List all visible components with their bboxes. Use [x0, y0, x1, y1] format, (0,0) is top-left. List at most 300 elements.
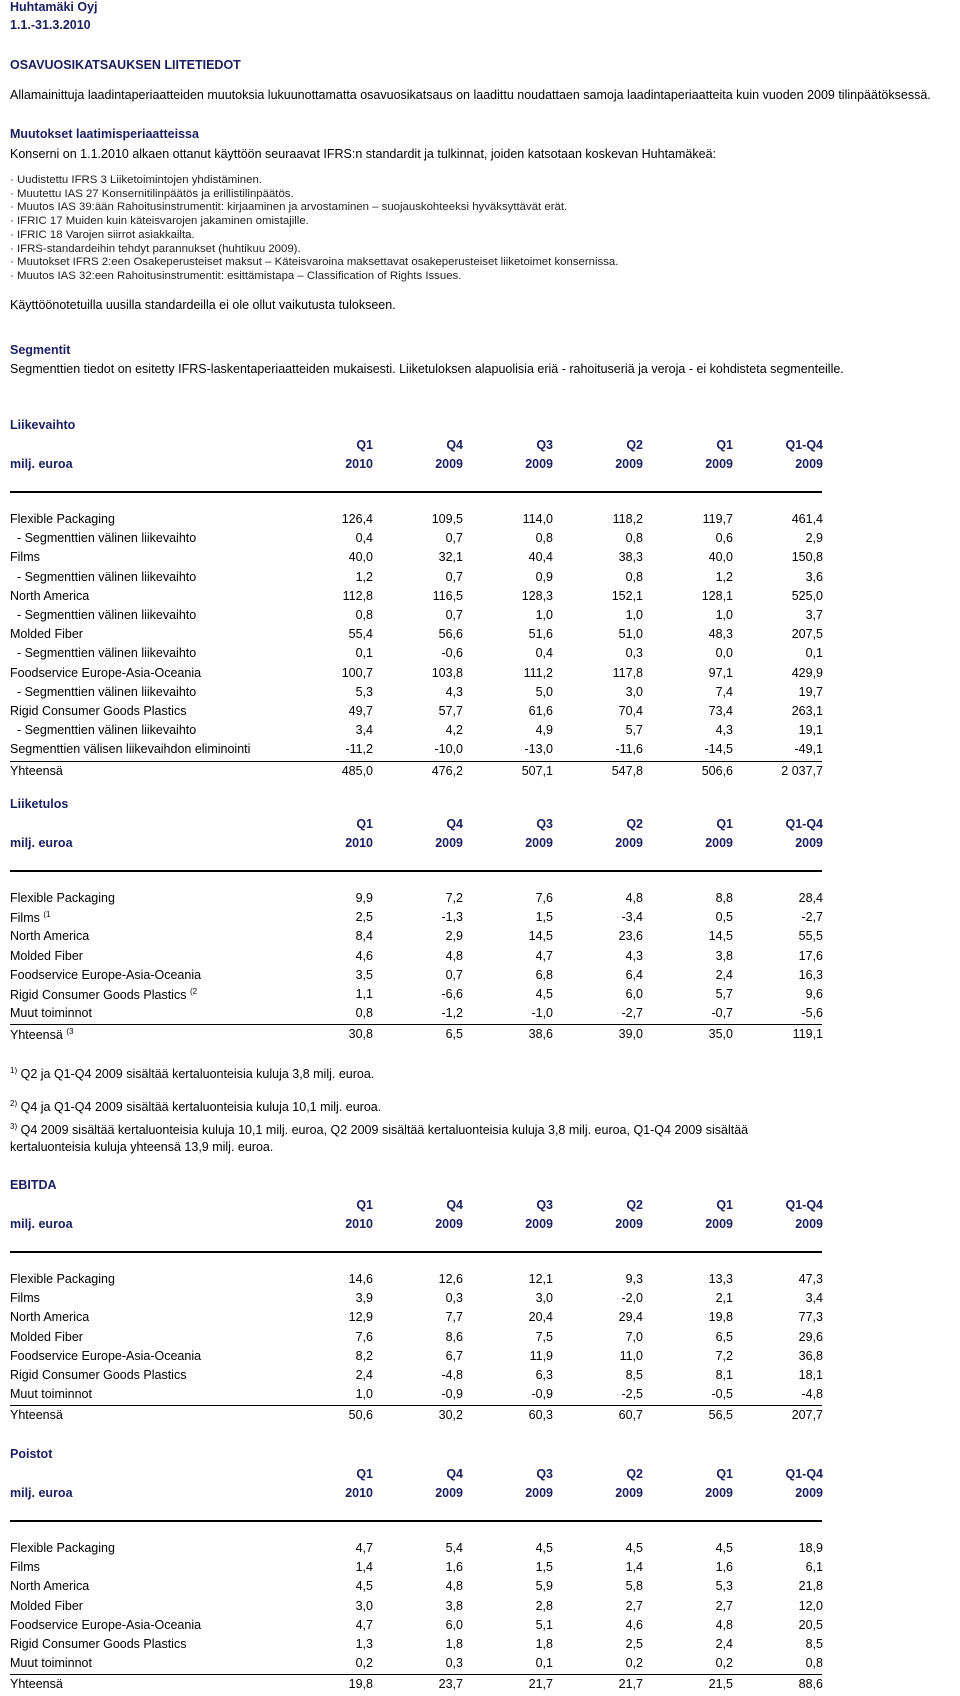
cell-value: 97,1 [708, 665, 733, 680]
row-label: Muut toiminnot [10, 1656, 92, 1671]
total-row [10, 763, 823, 783]
footnote-mark: (2 [189, 987, 198, 996]
cell-value: 16,3 [798, 967, 823, 982]
column-header: 2009 [795, 836, 823, 850]
table-row [10, 1637, 823, 1656]
change-item: · Muutos IAS 39:ään Rahoitusinstrumentit: kirjaaminen ja arvostaminen – suojauskohteeksi hyväksyttävät erät. [10, 201, 568, 214]
cell-value: 111,2 [523, 665, 553, 680]
cell-value: 112,8 [342, 588, 373, 603]
cell-value: 1,0 [355, 1387, 373, 1402]
cell-value: 1,2 [355, 569, 373, 584]
column-header: Q1 [716, 1198, 733, 1212]
cell-value: 2,4 [715, 1637, 733, 1651]
cell-value: 4,7 [535, 948, 553, 963]
cell-value: -2,7 [801, 910, 823, 925]
cell-value: 0,9 [535, 569, 553, 584]
table-row [10, 967, 823, 987]
column-header: Q1 [356, 1198, 373, 1212]
cell-value: 40,4 [528, 550, 553, 565]
table-row [10, 1291, 823, 1310]
cell-value: 60,7 [618, 1408, 643, 1423]
cell-value: 547,8 [611, 763, 643, 778]
row-label: - Segmenttien välinen liikevaihto [10, 569, 197, 584]
cell-value: 23,7 [438, 1677, 463, 1692]
column-header: Q4 [446, 1198, 463, 1212]
column-header: Q2 [626, 817, 643, 831]
cell-value: 4,3 [445, 684, 463, 699]
cell-value: 207,5 [791, 627, 823, 642]
cell-value: 4,9 [535, 723, 553, 738]
cell-value: -10,0 [434, 742, 463, 757]
column-header: Q1 [716, 438, 733, 452]
row-label: Flexible Packaging [10, 512, 115, 526]
column-header: 2010 [345, 836, 373, 850]
changes-conclusion: Käyttöönotetuilla uusilla standardeilla ei ole ollut vaikutusta tulokseen. [10, 298, 396, 312]
cell-value: -0,9 [531, 1387, 553, 1402]
cell-value: 119,7 [702, 512, 733, 526]
row-label: - Segmenttien välinen liikevaihto [10, 608, 197, 622]
column-header: 2009 [525, 457, 553, 471]
cell-value: 56,6 [438, 627, 463, 642]
changes-text: Konserni on 1.1.2010 alkaen ottanut käyttöön seuraavat IFRS:n standardit ja tulkinnat, joiden katsotaan koskevan Huhtamäkeä: [10, 147, 716, 161]
cell-value: 11,0 [619, 1348, 643, 1363]
cell-value: 0,8 [355, 608, 373, 622]
cell-value: 1,5 [535, 910, 553, 925]
row-label: Rigid Consumer Goods Plastics $^{(2}$ [10, 987, 198, 1002]
cell-value: 51,6 [528, 627, 553, 642]
cell-value: 30,8 [348, 1027, 373, 1042]
cell-value: 5,4 [445, 1541, 463, 1555]
cell-value: 263,1 [791, 704, 823, 718]
cell-value: 100,7 [341, 665, 373, 680]
cell-value: 0,2 [715, 1656, 733, 1671]
change-item: · Muutettu IAS 27 Konsernitilinpäätös ja erillistilinpäätös. [10, 187, 294, 200]
cell-value: 4,3 [625, 948, 643, 963]
cell-value: 1,1 [355, 987, 373, 1001]
cell-value: 35,0 [708, 1027, 733, 1042]
cell-value: 0,3 [625, 646, 643, 661]
footnote [10, 1066, 374, 1081]
header-row-years [10, 457, 823, 476]
cell-value: 1,8 [445, 1637, 463, 1651]
cell-value: 3,4 [805, 1291, 823, 1306]
cell-value: -13,0 [524, 742, 553, 757]
cell-value: 1,6 [445, 1560, 463, 1575]
cell-value: 57,7 [438, 704, 463, 718]
cell-value: 6,4 [625, 967, 643, 982]
cell-value: 3,5 [355, 967, 373, 982]
cell-value: 4,8 [445, 1579, 463, 1594]
row-label: Foodservice Europe-Asia-Oceania [10, 967, 202, 982]
column-header: Q2 [626, 1198, 643, 1212]
row-label: North America [10, 929, 90, 944]
cell-value: 5,8 [625, 1579, 643, 1594]
cell-value: 128,1 [701, 588, 733, 603]
cell-value: -4,8 [801, 1387, 823, 1402]
column-header: 2009 [705, 1486, 733, 1500]
column-header: Q1 [356, 817, 373, 831]
cell-value: 4,6 [625, 1617, 643, 1632]
table-row [10, 1006, 823, 1025]
cell-value: 0,7 [445, 608, 463, 622]
column-header: 2009 [435, 1486, 463, 1500]
cell-value: 109,5 [431, 512, 463, 526]
cell-value: 1,8 [535, 1637, 553, 1651]
column-header: Q1 [716, 817, 733, 831]
cell-value: 21,8 [798, 1579, 823, 1594]
row-label: Foodservice Europe-Asia-Oceania [10, 665, 202, 680]
column-header: 2009 [615, 1486, 643, 1500]
unit-label: milj. euroa [10, 836, 73, 850]
cell-value: 0,7 [445, 569, 463, 584]
change-item: · IFRIC 18 Varojen siirrot asiakkailta. [10, 228, 195, 241]
cell-value: 19,8 [348, 1677, 373, 1692]
row-label: Foodservice Europe-Asia-Oceania [10, 1348, 202, 1363]
cell-value: -6,6 [441, 987, 463, 1001]
cell-value: 116,5 [432, 588, 463, 603]
cell-value: 4,5 [535, 987, 553, 1001]
cell-value: 7,0 [625, 1329, 643, 1344]
cell-value: 48,3 [708, 627, 733, 642]
cell-value: 39,0 [618, 1027, 643, 1042]
column-header: 2009 [705, 457, 733, 471]
cell-value: 1,0 [625, 608, 643, 622]
column-header: Q3 [536, 438, 553, 452]
cell-value: 8,5 [625, 1368, 643, 1382]
cell-value: 8,8 [715, 891, 733, 905]
footnote-text: Q2 ja Q1-Q4 2009 sisältää kertaluonteisia kuluja 3,8 milj. euroa. [20, 1067, 375, 1081]
cell-value: 13,3 [708, 1272, 733, 1286]
row-label: Flexible Packaging [10, 1541, 115, 1555]
cell-value: 1,5 [535, 1560, 553, 1575]
cell-value: 5,3 [715, 1579, 733, 1594]
header-row-years [10, 836, 823, 855]
cell-value: 7,5 [535, 1329, 553, 1344]
cell-value: 49,7 [348, 704, 373, 718]
cell-value: 3,9 [355, 1291, 373, 1306]
cell-value: 3,0 [625, 684, 643, 699]
table-row [10, 1579, 823, 1598]
column-header: Q4 [446, 438, 463, 452]
cell-value: -0,6 [441, 646, 463, 661]
cell-value: 6,8 [535, 967, 553, 982]
cell-value: 3,4 [355, 723, 373, 738]
column-header: Q4 [446, 1467, 463, 1481]
cell-value: 60,3 [528, 1408, 553, 1423]
column-header: 2009 [795, 1217, 823, 1231]
cell-value: 7,2 [715, 1348, 733, 1363]
cell-value: -11,2 [345, 742, 373, 757]
table-row [10, 512, 823, 531]
cell-value: 476,2 [431, 763, 463, 778]
footnote-text: Q4 ja Q1-Q4 2009 sisältää kertaluonteisia kuluja 10,1 milj. euroa. [20, 1100, 382, 1114]
cell-value: 119,1 [792, 1027, 823, 1042]
cell-value: -0,5 [711, 1387, 733, 1402]
total-divider [10, 761, 822, 762]
table-row [10, 531, 823, 550]
cell-value: 70,4 [618, 704, 643, 718]
cell-value: 2,4 [715, 967, 733, 982]
cell-value: -2,7 [621, 1006, 643, 1021]
column-header: 2009 [795, 1486, 823, 1500]
table-title: EBITDA [10, 1178, 57, 1192]
cell-value: 8,5 [805, 1637, 823, 1651]
change-item: · IFRS-standardeihin tehdyt parannukset (huhtikuu 2009). [10, 242, 301, 255]
cell-value: 150,8 [791, 550, 823, 565]
table-row [10, 948, 823, 968]
column-header: 2009 [615, 1217, 643, 1231]
cell-value: 6,3 [535, 1368, 553, 1382]
cell-value: 18,1 [798, 1368, 823, 1382]
table-row [10, 891, 823, 910]
column-header: 2009 [525, 1486, 553, 1500]
cell-value: 61,6 [528, 704, 553, 718]
cell-value: 0,1 [535, 1656, 553, 1671]
cell-value: 5,0 [535, 684, 553, 699]
column-header: 2009 [705, 1217, 733, 1231]
cell-value: 118,2 [612, 512, 643, 526]
cell-value: 6,5 [715, 1329, 733, 1344]
cell-value: 2,5 [355, 910, 373, 925]
cell-value: 3,0 [535, 1291, 553, 1306]
column-header: 2009 [615, 836, 643, 850]
segments-title: Segmentit [10, 343, 71, 357]
cell-value: 21,7 [618, 1677, 643, 1692]
row-label: Molded Fiber [10, 1598, 83, 1613]
row-label: North America [10, 1579, 90, 1594]
row-label: Flexible Packaging [10, 1272, 115, 1286]
cell-value: 56,5 [708, 1408, 733, 1423]
cell-value: 12,0 [798, 1598, 823, 1613]
cell-value: 14,5 [528, 929, 553, 944]
row-label: - Segmenttien välinen liikevaihto [10, 684, 197, 699]
change-item: · Muutokset IFRS 2:een Osakeperusteiset maksut – Käteisvaroina maksettavat osakeperusteiset liiketoimet konsernissa. [10, 256, 619, 269]
total-divider [10, 1674, 822, 1675]
table-row [10, 1310, 823, 1329]
cell-value: 6,0 [445, 1617, 463, 1632]
header-divider [10, 870, 822, 872]
change-item: · IFRIC 17 Muiden kuin käteisvarojen jakaminen omistajille. [10, 215, 309, 228]
cell-value: 2,5 [625, 1637, 643, 1651]
table-row [10, 608, 823, 627]
table-row [10, 665, 823, 685]
cell-value: 0,3 [445, 1656, 463, 1671]
cell-value: 55,5 [798, 929, 823, 944]
cell-value: -4,8 [441, 1368, 463, 1382]
cell-value: 2,9 [445, 929, 463, 944]
footnote [10, 1122, 748, 1137]
cell-value: 114,0 [522, 512, 553, 526]
cell-value: 21,7 [528, 1677, 553, 1692]
table-row [10, 1368, 823, 1387]
cell-value: 6,1 [805, 1560, 823, 1575]
cell-value: 4,5 [625, 1541, 643, 1555]
row-label: - Segmenttien välinen liikevaihto [10, 723, 197, 738]
cell-value: 11,9 [529, 1348, 553, 1363]
cell-value: 5,7 [625, 723, 643, 738]
cell-value: 4,6 [355, 948, 373, 963]
column-header: 2010 [345, 457, 373, 471]
row-label: Yhteensä [10, 1677, 63, 1692]
cell-value: -2,0 [621, 1291, 643, 1306]
cell-value: 3,0 [355, 1598, 373, 1613]
table-row [10, 684, 823, 704]
column-header: Q3 [536, 817, 553, 831]
cell-value: 461,4 [791, 512, 823, 526]
cell-value: 8,6 [445, 1329, 463, 1344]
cell-value: 0,7 [445, 531, 463, 546]
cell-value: 20,5 [798, 1617, 823, 1632]
cell-value: 1,6 [715, 1560, 733, 1575]
change-item: · Uudistettu IFRS 3 Liiketoimintojen yhdistäminen. [10, 174, 262, 186]
section-title: OSAVUOSIKATSAUKSEN LIITETIEDOT [10, 58, 241, 72]
column-header: 2010 [345, 1486, 373, 1500]
cell-value: 14,5 [708, 929, 733, 944]
row-label: Yhteensä $^{(3}$ [10, 1027, 74, 1043]
column-header: 2009 [615, 457, 643, 471]
cell-value: 4,5 [535, 1541, 553, 1555]
column-header: 2009 [435, 457, 463, 471]
cell-value: 1,0 [715, 608, 733, 622]
cell-value: 32,1 [438, 550, 463, 565]
cell-value: 1,2 [715, 569, 733, 584]
row-label: Films [10, 550, 40, 565]
cell-value: 7,2 [445, 891, 463, 905]
cell-value: 128,3 [521, 588, 553, 603]
cell-value: 19,8 [708, 1310, 733, 1325]
cell-value: 12,1 [528, 1272, 553, 1286]
table-row [10, 1617, 823, 1637]
row-label: Molded Fiber [10, 1329, 83, 1344]
cell-value: 50,6 [348, 1408, 373, 1423]
changes-title: Muutokset laatimisperiaatteissa [10, 127, 199, 141]
cell-value: -1,2 [441, 1006, 463, 1021]
header-row-years [10, 1217, 823, 1236]
cell-value: 0,2 [625, 1656, 643, 1671]
cell-value: 4,7 [355, 1617, 373, 1632]
row-label: - Segmenttien välinen liikevaihto [10, 646, 197, 661]
cell-value: 36,8 [798, 1348, 823, 1363]
cell-value: 5,7 [715, 987, 733, 1001]
cell-value: 2,7 [625, 1598, 643, 1613]
cell-value: 30,2 [438, 1408, 463, 1423]
row-label: Films [10, 1291, 40, 1306]
cell-value: 8,4 [355, 929, 373, 944]
cell-value: 0,8 [535, 531, 553, 546]
cell-value: 77,3 [798, 1310, 823, 1325]
cell-value: 429,9 [791, 665, 823, 680]
column-header: Q1 [356, 1467, 373, 1481]
cell-value: 4,8 [445, 948, 463, 963]
row-label: North America [10, 1310, 90, 1325]
column-header: Q1-Q4 [785, 1198, 823, 1212]
cell-value: 8,1 [715, 1368, 733, 1382]
footnote-mark: 2) [10, 1099, 18, 1108]
table-row [10, 704, 823, 723]
cell-value: 5,1 [535, 1617, 553, 1632]
column-header: Q1-Q4 [785, 817, 823, 831]
cell-value: 38,3 [618, 550, 643, 565]
cell-value: 20,4 [528, 1310, 553, 1325]
cell-value: 5,9 [535, 1579, 553, 1594]
table-row [10, 1272, 823, 1291]
cell-value: 4,7 [355, 1541, 373, 1555]
cell-value: 28,4 [798, 891, 823, 905]
table-title: Poistot [10, 1447, 53, 1461]
cell-value: 4,5 [355, 1579, 373, 1594]
cell-value: 47,3 [798, 1272, 823, 1286]
header-row-quarters [10, 1467, 823, 1486]
table-row [10, 929, 823, 948]
cell-value: -11,6 [615, 742, 643, 757]
total-row [10, 1027, 823, 1046]
cell-value: 0,8 [625, 569, 643, 584]
total-divider [10, 1405, 822, 1406]
cell-value: 0,5 [715, 910, 733, 925]
cell-value: 507,1 [521, 763, 553, 778]
header-divider [10, 1520, 822, 1522]
header-divider [10, 1251, 822, 1253]
cell-value: 3,8 [445, 1598, 463, 1613]
table-row [10, 742, 823, 761]
table-row [10, 1656, 823, 1675]
cell-value: 3,8 [715, 948, 733, 963]
cell-value: 0,0 [715, 646, 733, 661]
cell-value: 38,6 [528, 1027, 553, 1042]
cell-value: 55,4 [348, 627, 373, 642]
unit-label: milj. euroa [10, 1486, 73, 1500]
table-title: Liiketulos [10, 797, 69, 811]
header-row-quarters [10, 817, 823, 836]
table-row [10, 1541, 823, 1560]
cell-value: 0,8 [805, 1656, 823, 1671]
cell-value: 19,1 [798, 723, 823, 738]
row-label: Yhteensä [10, 763, 63, 778]
row-label: Muut toiminnot [10, 1387, 92, 1402]
total-divider [10, 1024, 822, 1025]
cell-value: 485,0 [341, 763, 373, 778]
row-label: Molded Fiber [10, 627, 83, 642]
cell-value: 152,1 [611, 588, 643, 603]
cell-value: 525,0 [791, 588, 823, 603]
cell-value: 207,7 [791, 1408, 823, 1423]
cell-value: 19,7 [798, 684, 823, 699]
report-period: 1.1.-31.3.2010 [10, 18, 91, 32]
column-header: 2009 [525, 1217, 553, 1231]
footnote-mark: (1 [43, 910, 51, 920]
cell-value: 14,6 [348, 1272, 373, 1286]
cell-value: 6,0 [625, 987, 643, 1001]
table-row [10, 910, 823, 929]
cell-value: 12,9 [348, 1310, 373, 1325]
column-header: 2010 [345, 1217, 373, 1231]
cell-value: 1,4 [355, 1560, 373, 1575]
table-row [10, 1560, 823, 1579]
cell-value: 2 037,7 [781, 763, 823, 778]
cell-value: 17,6 [798, 948, 823, 963]
footnote-text: Q4 2009 sisältää kertaluonteisia kuluja 10,1 milj. euroa, Q2 2009 sisältää kertaluonteisia kuluja 3,8 milj. euroa, Q1-Q4 2009 sisältää [20, 1123, 749, 1137]
cell-value: 3,7 [805, 608, 823, 622]
column-header: Q1-Q4 [785, 1467, 823, 1481]
cell-value: 7,6 [355, 1329, 373, 1344]
cell-value: 2,9 [805, 531, 823, 546]
cell-value: -1,3 [441, 910, 463, 925]
cell-value: 4,8 [625, 891, 643, 905]
cell-value: 40,0 [348, 550, 373, 565]
cell-value: 88,6 [798, 1677, 823, 1692]
total-row [10, 1677, 823, 1696]
footnote-mark: 1) [10, 1066, 18, 1075]
